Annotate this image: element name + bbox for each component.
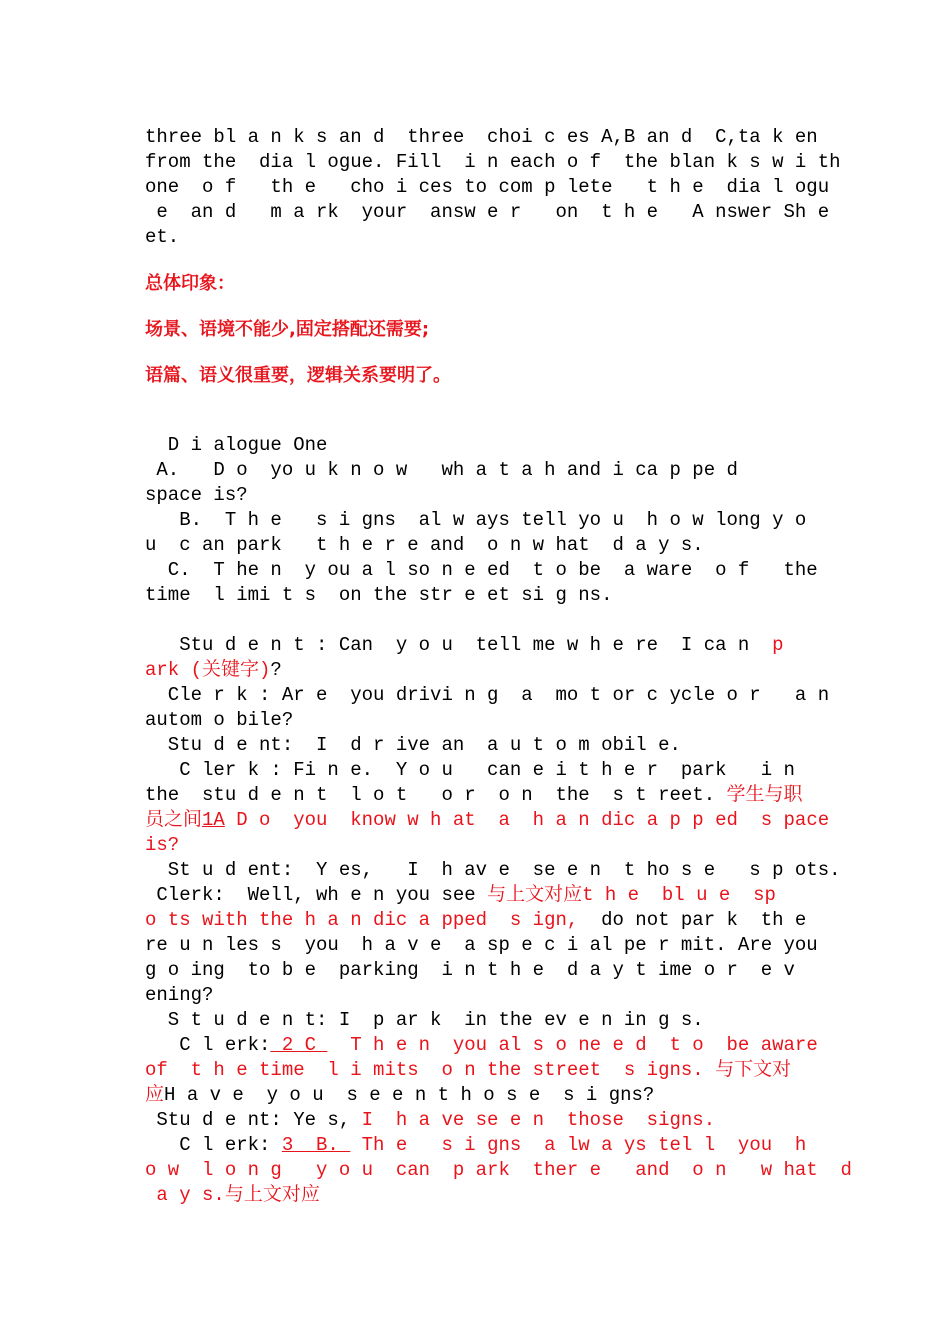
dialogue-line	[145, 633, 810, 658]
dialogue-block	[145, 633, 852, 1208]
highlight-text: I h a ve se e n those signs.	[361, 1109, 716, 1131]
keyword-annotation: p	[772, 634, 784, 656]
annotation: 员之间	[145, 809, 203, 831]
dialogue-line: autom o bile?	[145, 709, 294, 731]
choices-block	[145, 458, 818, 608]
impression-heading: 总体印象：	[145, 273, 235, 294]
dialogue-line: Stu d e nt: I d r ive an a u t o m obil e.	[145, 734, 681, 756]
choice-c: C. T he n y ou a l so n e ed t o be a ware o f the	[145, 559, 818, 581]
dialogue-line: C ler k : Fi n e. Y o u can e i t h e r park i n	[145, 759, 795, 781]
highlight-text: o ts with the h a n dic a pped s ign,	[145, 909, 579, 931]
answer-text: D o you know w h at a h a n dic a p p ed s pace	[224, 809, 830, 831]
answer-blank-3: 3 B.	[281, 1134, 351, 1156]
dialogue-line	[145, 908, 810, 933]
dialogue-line: o w l o n g y o u can p ark ther e and o n w hat d	[145, 1159, 852, 1181]
student-text: ?	[270, 659, 282, 681]
dialogue-line: St u d ent: Y es, I h av e se e n t ho s e s p ots.	[145, 859, 841, 881]
answer-blank-1: 1A	[202, 809, 225, 831]
keyword-annotation: ark (关键字)	[145, 659, 271, 681]
dialogue-title: D i alogue One	[145, 434, 328, 456]
student-label: Stu d e nt: Ye s,	[145, 1109, 362, 1131]
dialogue-line: ening?	[145, 984, 214, 1006]
dialogue-line: S t u d e n t: I p ar k in the ev e n in g s.	[145, 1009, 704, 1031]
clerk-text: H a v e y o u s e e n t h o s e s i gns?	[164, 1084, 655, 1106]
clerk-text: the stu d e n t l o t o r o n the s t reet.	[145, 784, 727, 806]
dialogue-line: re u n les s you h a v e a sp e c i al pe r mit. Are you	[145, 934, 818, 956]
instruction-line: three bl a n k s an d three choi c es A,B an d C,ta k en	[145, 126, 818, 148]
impression-line-2: 语篇、语义很重要，逻辑关系要明了。	[145, 365, 451, 386]
answer-blank-2: 2 C	[270, 1034, 328, 1056]
annotation: 学生与职	[726, 784, 803, 806]
choice-b: B. T h e s i gns al w ays tell yo u h o w long y o	[145, 509, 807, 531]
choice-a-cont: space is?	[145, 484, 248, 506]
instruction-line: from the dia l ogue. Fill i n each o f the blan k s w i th	[145, 151, 841, 173]
dialogue-line: g o ing to b e parking i n t h e d a y t ime o r e v	[145, 959, 795, 981]
instructions-block	[145, 125, 841, 250]
clerk-text: do not par k th e	[578, 909, 807, 931]
choice-a: A. D o yo u k n o w wh a t a h and i ca p pe d	[145, 459, 738, 481]
dialogue-line	[145, 883, 810, 908]
dialogue-line	[145, 1133, 810, 1158]
dialogue-line: a y s.与上文对应	[145, 1184, 320, 1206]
clerk-label: C l erk:	[145, 1134, 282, 1156]
instruction-line: e an d m a rk your answ e r on t h e A nswer Sh e	[145, 201, 830, 223]
instruction-line: et.	[145, 226, 180, 248]
dialogue-line	[145, 658, 810, 683]
document-page	[145, 125, 852, 1208]
dialogue-line	[145, 1083, 810, 1108]
answer-text: T h e n you al s o ne e d t o be aware	[327, 1034, 818, 1056]
annotation: 与上文对应t h e bl u e sp	[487, 884, 776, 906]
choice-c-cont: time l imi t s on the str e et si g ns.	[145, 584, 613, 606]
clerk-text: Clerk: Well, wh e n you see	[145, 884, 488, 906]
clerk-label: C l erk:	[145, 1034, 271, 1056]
instruction-line: one o f th e cho i ces to com p lete t h e dia l ogu	[145, 176, 830, 198]
annotation: 应	[145, 1084, 165, 1106]
dialogue-line	[145, 1033, 818, 1058]
choice-b-cont: u c an park t h e r e and o n w hat d a y s.	[145, 534, 704, 556]
dialogue-line: is?	[145, 834, 180, 856]
dialogue-line: Cle r k : Ar e you drivi n g a mo t or c ycle o r a n	[145, 684, 830, 706]
student-text: Stu d e n t : Can y o u tell me w h e re I ca n	[145, 634, 773, 656]
dialogue-line	[145, 783, 810, 808]
dialogue-line	[145, 1108, 810, 1133]
answer-text: Th e s i gns a lw a ys tel l you h	[350, 1134, 807, 1156]
impression-line-1: 场景、语境不能少,固定搭配还需要;	[145, 319, 430, 340]
dialogue-line	[145, 808, 830, 833]
dialogue-line: of t h e time l i mits o n the street s igns. 与下文对	[145, 1059, 792, 1081]
